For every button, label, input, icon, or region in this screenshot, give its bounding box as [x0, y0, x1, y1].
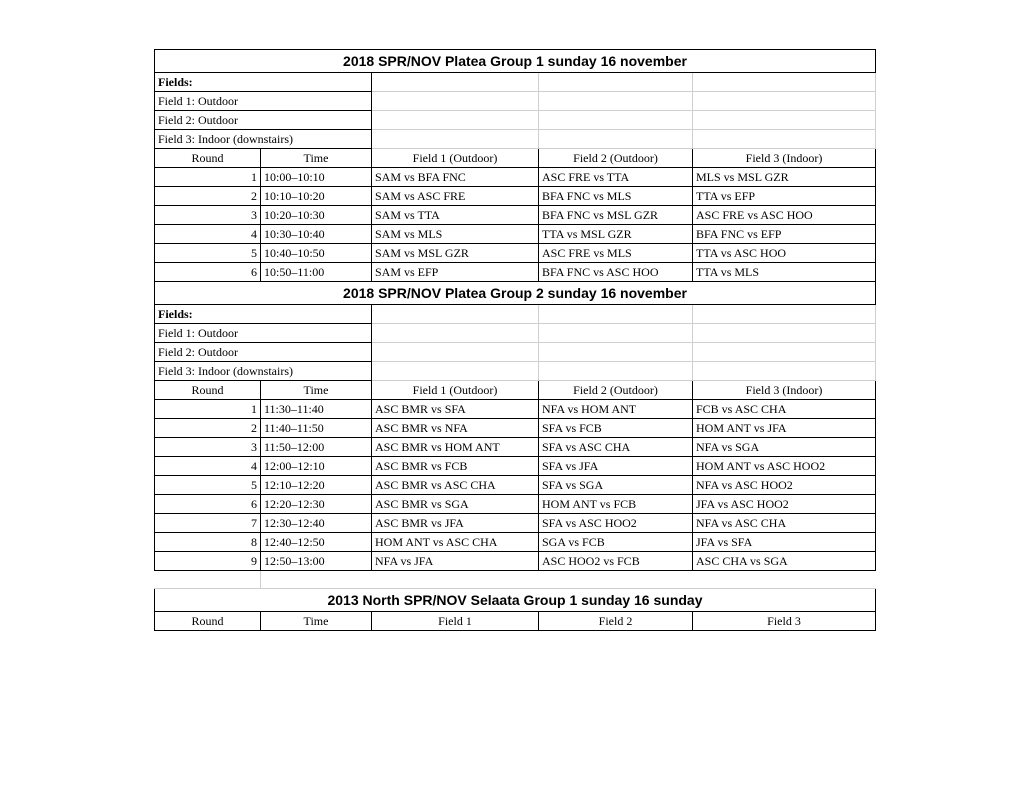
field-3-match: TTA vs EFP	[693, 187, 876, 206]
time-slot: 11:40–11:50	[261, 419, 372, 438]
round-number: 1	[155, 168, 261, 187]
match-row	[155, 514, 876, 533]
time-slot: 12:40–12:50	[261, 533, 372, 552]
field-3-match: NFA vs ASC CHA	[693, 514, 876, 533]
time-slot: 10:50–11:00	[261, 263, 372, 282]
group-title: 2018 SPR/NOV Platea Group 1 sunday 16 november	[155, 50, 876, 73]
field-1-match: SAM vs ASC FRE	[372, 187, 539, 206]
field-2-match: BFA FNC vs MLS	[539, 187, 693, 206]
blank-cell	[539, 130, 693, 149]
field-info: Field 2: Outdoor	[155, 343, 372, 362]
field-2-match: SGA vs FCB	[539, 533, 693, 552]
field-3-match: BFA FNC vs EFP	[693, 225, 876, 244]
group-title: 2018 SPR/NOV Platea Group 2 sunday 16 november	[155, 282, 876, 305]
blank-cell	[539, 92, 693, 111]
header-round: Round	[155, 381, 261, 400]
blank-cell	[372, 343, 539, 362]
time-slot: 11:30–11:40	[261, 400, 372, 419]
field-info-row	[155, 92, 876, 111]
round-number: 6	[155, 495, 261, 514]
blank-cell	[372, 73, 539, 92]
field-2-match: SFA vs ASC CHA	[539, 438, 693, 457]
round-number: 2	[155, 419, 261, 438]
time-slot: 12:20–12:30	[261, 495, 372, 514]
field-2-match: SFA vs ASC HOO2	[539, 514, 693, 533]
header-round: Round	[155, 612, 261, 631]
field-1-match: NFA vs JFA	[372, 552, 539, 571]
field-2-match: TTA vs MSL GZR	[539, 225, 693, 244]
blank-cell	[372, 92, 539, 111]
round-number: 8	[155, 533, 261, 552]
blank-cell	[693, 324, 876, 343]
blank-cell	[539, 305, 693, 324]
field-info-row	[155, 343, 876, 362]
blank-cell	[539, 111, 693, 130]
header-field-2: Field 2	[539, 612, 693, 631]
field-1-match: ASC BMR vs SFA	[372, 400, 539, 419]
time-slot: 10:20–10:30	[261, 206, 372, 225]
blank-cell	[693, 92, 876, 111]
blank-cell	[693, 111, 876, 130]
header-time: Time	[261, 149, 372, 168]
fields-heading-row	[155, 305, 876, 324]
match-row	[155, 225, 876, 244]
fields-heading: Fields:	[155, 305, 372, 324]
field-3-match: ASC CHA vs SGA	[693, 552, 876, 571]
field-1-match: ASC BMR vs JFA	[372, 514, 539, 533]
round-number: 5	[155, 244, 261, 263]
field-3-match: JFA vs ASC HOO2	[693, 495, 876, 514]
time-slot: 12:00–12:10	[261, 457, 372, 476]
blank-cell	[693, 343, 876, 362]
spacer-row	[155, 571, 876, 589]
blank-cell	[539, 343, 693, 362]
round-number: 9	[155, 552, 261, 571]
field-3-match: MLS vs MSL GZR	[693, 168, 876, 187]
time-slot: 10:00–10:10	[261, 168, 372, 187]
time-slot: 12:10–12:20	[261, 476, 372, 495]
column-header-row	[155, 612, 876, 631]
field-2-match: SFA vs JFA	[539, 457, 693, 476]
field-info: Field 3: Indoor (downstairs)	[155, 362, 372, 381]
field-1-match: ASC BMR vs NFA	[372, 419, 539, 438]
field-info: Field 3: Indoor (downstairs)	[155, 130, 372, 149]
field-info-row	[155, 111, 876, 130]
match-row	[155, 495, 876, 514]
header-field-1: Field 1	[372, 612, 539, 631]
blank-cell	[539, 362, 693, 381]
field-1-match: SAM vs MLS	[372, 225, 539, 244]
match-row	[155, 533, 876, 552]
blank-cell	[372, 111, 539, 130]
schedule-sheet	[154, 49, 876, 631]
field-2-match: SFA vs SGA	[539, 476, 693, 495]
field-1-match: SAM vs EFP	[372, 263, 539, 282]
round-number: 4	[155, 225, 261, 244]
field-3-match: FCB vs ASC CHA	[693, 400, 876, 419]
round-number: 3	[155, 206, 261, 225]
group-title-row	[155, 282, 876, 305]
field-1-match: SAM vs BFA FNC	[372, 168, 539, 187]
round-number: 7	[155, 514, 261, 533]
spacer-cell	[261, 571, 372, 589]
field-2-match: BFA FNC vs ASC HOO	[539, 263, 693, 282]
header-field-3: Field 3 (Indoor)	[693, 381, 876, 400]
header-field-2: Field 2 (Outdoor)	[539, 381, 693, 400]
field-info-row	[155, 362, 876, 381]
spacer-cell	[155, 571, 261, 589]
field-1-match: ASC BMR vs SGA	[372, 495, 539, 514]
field-info: Field 1: Outdoor	[155, 324, 372, 343]
blank-cell	[539, 73, 693, 92]
field-2-match: ASC HOO2 vs FCB	[539, 552, 693, 571]
field-2-match: BFA FNC vs MSL GZR	[539, 206, 693, 225]
blank-cell	[693, 305, 876, 324]
time-slot: 12:30–12:40	[261, 514, 372, 533]
match-row	[155, 552, 876, 571]
field-info-row	[155, 324, 876, 343]
spacer-cell	[693, 571, 876, 589]
field-1-match: SAM vs MSL GZR	[372, 244, 539, 263]
round-number: 1	[155, 400, 261, 419]
spacer-cell	[372, 571, 539, 589]
field-1-match: ASC BMR vs HOM ANT	[372, 438, 539, 457]
group-title-row	[155, 589, 876, 612]
match-row	[155, 419, 876, 438]
field-info-row	[155, 130, 876, 149]
match-row	[155, 263, 876, 282]
blank-cell	[372, 130, 539, 149]
field-1-match: HOM ANT vs ASC CHA	[372, 533, 539, 552]
field-3-match: TTA vs ASC HOO	[693, 244, 876, 263]
field-3-match: ASC FRE vs ASC HOO	[693, 206, 876, 225]
spacer-cell	[539, 571, 693, 589]
field-2-match: HOM ANT vs FCB	[539, 495, 693, 514]
match-row	[155, 438, 876, 457]
field-info: Field 2: Outdoor	[155, 111, 372, 130]
match-row	[155, 187, 876, 206]
blank-cell	[372, 305, 539, 324]
blank-cell	[372, 324, 539, 343]
header-field-2: Field 2 (Outdoor)	[539, 149, 693, 168]
time-slot: 11:50–12:00	[261, 438, 372, 457]
time-slot: 12:50–13:00	[261, 552, 372, 571]
field-3-match: TTA vs MLS	[693, 263, 876, 282]
field-3-match: NFA vs ASC HOO2	[693, 476, 876, 495]
field-3-match: HOM ANT vs JFA	[693, 419, 876, 438]
round-number: 2	[155, 187, 261, 206]
round-number: 4	[155, 457, 261, 476]
blank-cell	[693, 362, 876, 381]
header-round: Round	[155, 149, 261, 168]
header-field-3: Field 3	[693, 612, 876, 631]
round-number: 6	[155, 263, 261, 282]
header-field-3: Field 3 (Indoor)	[693, 149, 876, 168]
match-row	[155, 168, 876, 187]
match-row	[155, 457, 876, 476]
group-title-row	[155, 50, 876, 73]
blank-cell	[372, 362, 539, 381]
header-time: Time	[261, 612, 372, 631]
round-number: 5	[155, 476, 261, 495]
time-slot: 10:30–10:40	[261, 225, 372, 244]
field-2-match: ASC FRE vs MLS	[539, 244, 693, 263]
header-field-1: Field 1 (Outdoor)	[372, 381, 539, 400]
field-1-match: ASC BMR vs FCB	[372, 457, 539, 476]
field-3-match: NFA vs SGA	[693, 438, 876, 457]
header-time: Time	[261, 381, 372, 400]
match-row	[155, 400, 876, 419]
time-slot: 10:40–10:50	[261, 244, 372, 263]
blank-cell	[539, 324, 693, 343]
column-header-row	[155, 149, 876, 168]
fields-heading: Fields:	[155, 73, 372, 92]
fields-heading-row	[155, 73, 876, 92]
field-1-match: ASC BMR vs ASC CHA	[372, 476, 539, 495]
column-header-row	[155, 381, 876, 400]
field-2-match: NFA vs HOM ANT	[539, 400, 693, 419]
field-2-match: SFA vs FCB	[539, 419, 693, 438]
field-1-match: SAM vs TTA	[372, 206, 539, 225]
match-row	[155, 244, 876, 263]
field-3-match: JFA vs SFA	[693, 533, 876, 552]
time-slot: 10:10–10:20	[261, 187, 372, 206]
header-field-1: Field 1 (Outdoor)	[372, 149, 539, 168]
field-3-match: HOM ANT vs ASC HOO2	[693, 457, 876, 476]
group-title: 2013 North SPR/NOV Selaata Group 1 sunday 16 sunday	[155, 589, 876, 612]
round-number: 3	[155, 438, 261, 457]
blank-cell	[693, 130, 876, 149]
field-info: Field 1: Outdoor	[155, 92, 372, 111]
field-2-match: ASC FRE vs TTA	[539, 168, 693, 187]
match-row	[155, 476, 876, 495]
blank-cell	[693, 73, 876, 92]
match-row	[155, 206, 876, 225]
